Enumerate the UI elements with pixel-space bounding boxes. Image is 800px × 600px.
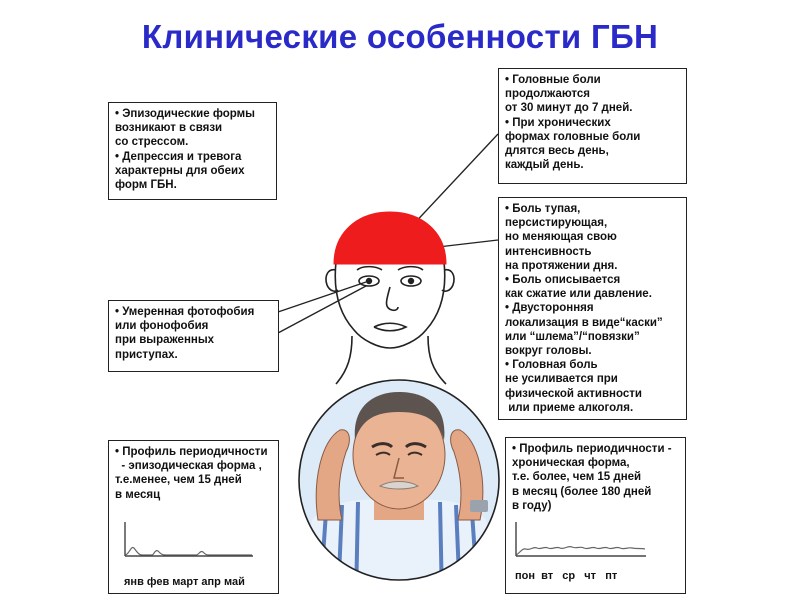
callout-photo-line: или фонофобия xyxy=(115,320,209,333)
pointer-line-duration xyxy=(410,134,498,228)
callout-pain-line: • Двусторонняя xyxy=(505,302,594,315)
callout-episodic-line: т.е.менее, чем 15 дней xyxy=(115,474,242,487)
callout-duration-line: • Головные боли xyxy=(505,74,601,86)
callout-photo-line: при выраженных xyxy=(115,334,215,347)
callout-pain-line: • Боль тупая, xyxy=(505,203,581,215)
callout-stress-line: • Эпизодические формы xyxy=(115,108,255,120)
callout-stress-line: со стрессом. xyxy=(115,136,189,149)
callout-pain-line: на протяжении дня. xyxy=(505,259,618,272)
pointer-line-photo-2 xyxy=(278,286,366,333)
callout-chronic-line: т.е. более, чем 15 дней xyxy=(512,471,642,484)
callout-duration-line: продолжаются xyxy=(505,88,590,101)
callout-photo-line: • Умеренная фотофобия xyxy=(115,306,255,318)
head-outline-icon xyxy=(326,262,454,384)
callout-stress-line: характерны для обеих xyxy=(115,164,245,177)
pointer-line-photo-1 xyxy=(278,282,366,312)
callout-pain-line: • Головная боль xyxy=(505,359,598,372)
callout-pain-line: • Боль описывается xyxy=(505,274,621,287)
callout-pain-line: интенсивность xyxy=(505,245,592,258)
callout-pain-line: как сжатие или давление. xyxy=(505,288,652,301)
callout-duration xyxy=(498,68,687,184)
callout-duration-line: каждый день. xyxy=(505,159,584,172)
callout-episodic-line: - эпизодическая форма , xyxy=(115,460,262,473)
callout-duration-line: • При хронических xyxy=(505,116,611,129)
callout-duration-line: длятся весь день, xyxy=(505,145,609,158)
callout-stress xyxy=(108,102,277,200)
callout-chronic-line: в году) xyxy=(512,499,552,512)
callout-pain-line: персистирующая, xyxy=(505,217,608,230)
pointer-line-pain xyxy=(438,240,498,247)
callout-pain-line: или приеме алкоголя. xyxy=(505,401,634,414)
callout-pain-line: не усиливается при xyxy=(505,373,618,386)
callout-stress-line: • Депрессия и тревога xyxy=(115,150,242,163)
callout-chronic-line: хроническая форма, xyxy=(512,457,630,470)
callout-pain-line: локализация в виде“каски” xyxy=(505,316,663,329)
callout-chronic-line: в месяц (более 180 дней xyxy=(512,485,652,498)
callout-duration-line: от 30 минут до 7 дней. xyxy=(505,102,633,115)
page-title: Клинические особенности ГБН xyxy=(141,18,659,55)
chronic-axis-labels: пон вт ср чт пт xyxy=(515,570,618,582)
callout-pain-line: вокруг головы. xyxy=(505,345,592,358)
callout-pain-line: физической активности xyxy=(505,387,642,400)
callout-photo-line: приступах. xyxy=(115,348,178,361)
callout-chronic-line: • Профиль периодичности - xyxy=(512,443,672,455)
callout-episodic-line: в месяц xyxy=(115,488,161,501)
callout-pain-line: или “шлема”/“повязки” xyxy=(505,330,640,343)
callout-photophobia xyxy=(108,300,279,372)
callout-pain-character xyxy=(498,197,687,420)
callout-duration-line: формах головные боли xyxy=(505,130,641,143)
pain-band-indicator xyxy=(334,212,446,264)
callout-pain-line: но меняющая свою xyxy=(505,231,617,244)
callout-episodic-line: • Профиль периодичности xyxy=(115,446,268,458)
callout-episodic-profile xyxy=(108,440,279,594)
episodic-axis-labels: янв фев март апр май xyxy=(124,576,245,588)
callout-stress-line: возникают в связи xyxy=(115,122,223,135)
callout-stress-line: форм ГБН. xyxy=(115,179,177,192)
